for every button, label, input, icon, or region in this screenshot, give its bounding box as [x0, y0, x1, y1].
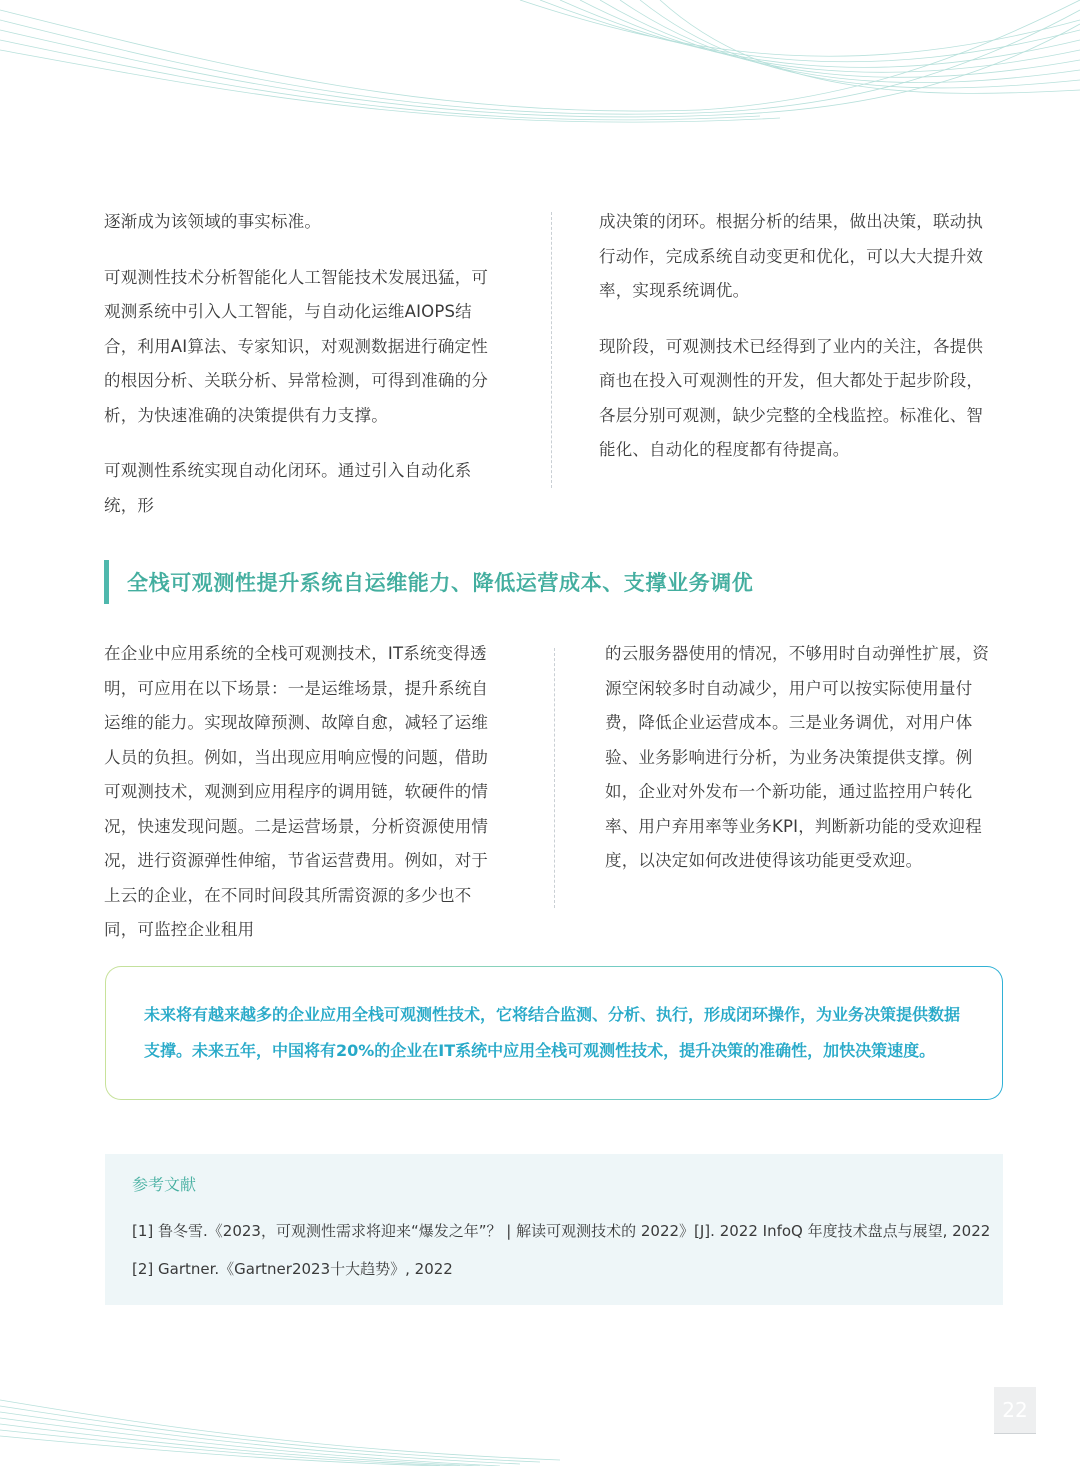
reference-item: [2] Gartner.《Gartner2023十大趋势》, 2022	[132, 1260, 453, 1278]
left-column-top	[104, 205, 504, 523]
callout-box	[105, 966, 1003, 1100]
right-column-mid	[605, 637, 1005, 879]
column-divider	[551, 212, 552, 488]
references-list	[132, 1212, 991, 1288]
reference-item: [1] 鲁冬雪.《2023，可观测性需求将迎来“爆发之年”？ | 解读可观测技术的 2022》[J]. 2022 InfoQ 年度技术盘点与展望, 2022	[132, 1222, 991, 1240]
right-column-top	[599, 205, 999, 468]
paragraph: 可观测性技术分析智能化人工智能技术发展迅猛，可观测系统中引入人工智能，与自动化运维AIOPS结合，利用AI算法、专家知识，对观测数据进行确定性的根因分析、关联分析、异常检测，可得到准确的分析，为快速准确的决策提供有力支撑。	[104, 267, 489, 425]
decorative-wave-lines-bottom	[0, 1390, 560, 1466]
paragraph: 逐渐成为该领域的事实标准。	[104, 212, 322, 231]
references-box	[105, 1154, 1003, 1305]
section-heading	[104, 560, 984, 604]
callout-text: 未来将有越来越多的企业应用全栈可观测性技术，它将结合监测、分析、执行，形成闭环操作，为业务决策提供数据支撑。未来五年，中国将有20%的企业在IT系统中应用全栈可观测性技术，提升决策的准确性，加快决策速度。	[144, 1005, 961, 1060]
page-number: 22	[994, 1387, 1036, 1434]
paragraph: 现阶段，可观测技术已经得到了业内的关注，各提供商也在投入可观测性的开发，但大都处于起步阶段，各层分别可观测，缺少完整的全栈监控。标准化、智能化、自动化的程度都有待提高。	[599, 336, 984, 459]
section-title: 全栈可观测性提升系统自运维能力、降低运营成本、支撑业务调优	[127, 571, 754, 595]
column-divider	[554, 648, 555, 908]
left-column-mid	[104, 637, 504, 948]
paragraph: 在企业中应用系统的全栈可观测技术，IT系统变得透明，可应用在以下场景：一是运维场景，提升系统自运维的能力。实现故障预测、故障自愈，减轻了运维人员的负担。例如，当出现应用响应慢的问题，借助可观测技术，观测到应用程序的调用链，软硬件的情况，快速发现问题。二是运营场景，分析资源使用情况，进行资源弹性伸缩，节省运营费用。例如，对于上云的企业，在不同时间段其所需资源的多少也不同，可监控企业租用	[104, 644, 489, 939]
paragraph: 可观测性系统实现自动化闭环。通过引入自动化系统，形	[104, 461, 472, 515]
references-title: 参考文献	[132, 1175, 197, 1194]
decorative-wave-lines-top	[0, 0, 1080, 140]
paragraph: 的云服务器使用的情况，不够用时自动弹性扩展，资源空闲较多时自动减少，用户可以按实际使用量付费，降低企业运营成本。三是业务调优，对用户体验、业务影响进行分析，为业务决策提供支撑。例如，企业对外发布一个新功能，通过监控用户转化率、用户弃用率等业务KPI，判断新功能的受欢迎程度，以决定如何改进使得该功能更受欢迎。	[605, 644, 990, 870]
paragraph: 成决策的闭环。根据分析的结果，做出决策，联动执行动作，完成系统自动变更和优化，可以大大提升效率，实现系统调优。	[599, 212, 984, 300]
